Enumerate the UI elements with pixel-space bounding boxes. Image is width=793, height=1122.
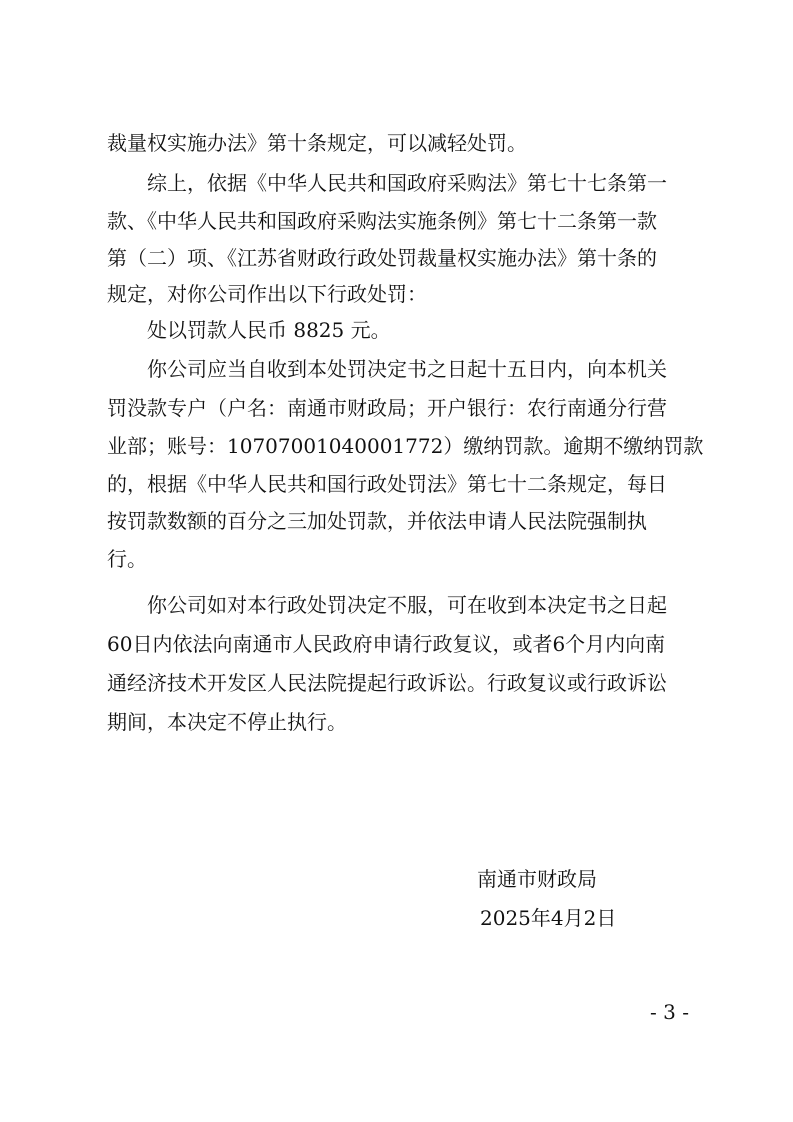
body-line: 规定，对你公司作出以下行政处罚：	[107, 282, 427, 306]
page-number: - 3 -	[650, 1000, 689, 1024]
account-line: 业部；账号：10707001040001772）缴纳罚款。逾期不缴纳罚款	[107, 434, 704, 458]
body-line: 综上，依据《中华人民共和国政府采购法》第七十七条第一	[147, 171, 667, 195]
body-line: 行。	[107, 547, 147, 571]
body-line: 第（二）项、《江苏省财政行政处罚裁量权实施办法》第十条的	[107, 246, 657, 270]
body-line: 款、《中华人民共和国政府采购法实施条例》第七十二条第一款	[107, 209, 657, 233]
body-line: 60日内依法向南通市人民政府申请行政复议，或者6个月内向南	[107, 632, 666, 656]
issue-date: 2025年4月2日	[480, 906, 617, 930]
body-line: 通经济技术开发区人民法院提起行政诉讼。行政复议或行政诉讼	[107, 671, 667, 695]
body-line: 裁量权实施办法》第十条规定，可以减轻处罚。	[107, 131, 527, 155]
fine-amount-line: 处以罚款人民币 8825 元。	[147, 318, 391, 342]
body-line: 罚没款专户（户名：南通市财政局；开户银行：农行南通分行营	[107, 396, 667, 420]
body-line: 期间，本决定不停止执行。	[107, 710, 347, 734]
body-line: 你公司应当自收到本处罚决定书之日起十五日内，向本机关	[147, 357, 667, 381]
body-line: 按罚款数额的百分之三加处罚款，并依法申请人民法院强制执	[107, 509, 647, 533]
body-line: 你公司如对本行政处罚决定不服，可在收到本决定书之日起	[147, 593, 667, 617]
body-line: 的，根据《中华人民共和国行政处罚法》第七十二条规定，每日	[107, 472, 667, 496]
issuer-name: 南通市财政局	[477, 867, 597, 891]
